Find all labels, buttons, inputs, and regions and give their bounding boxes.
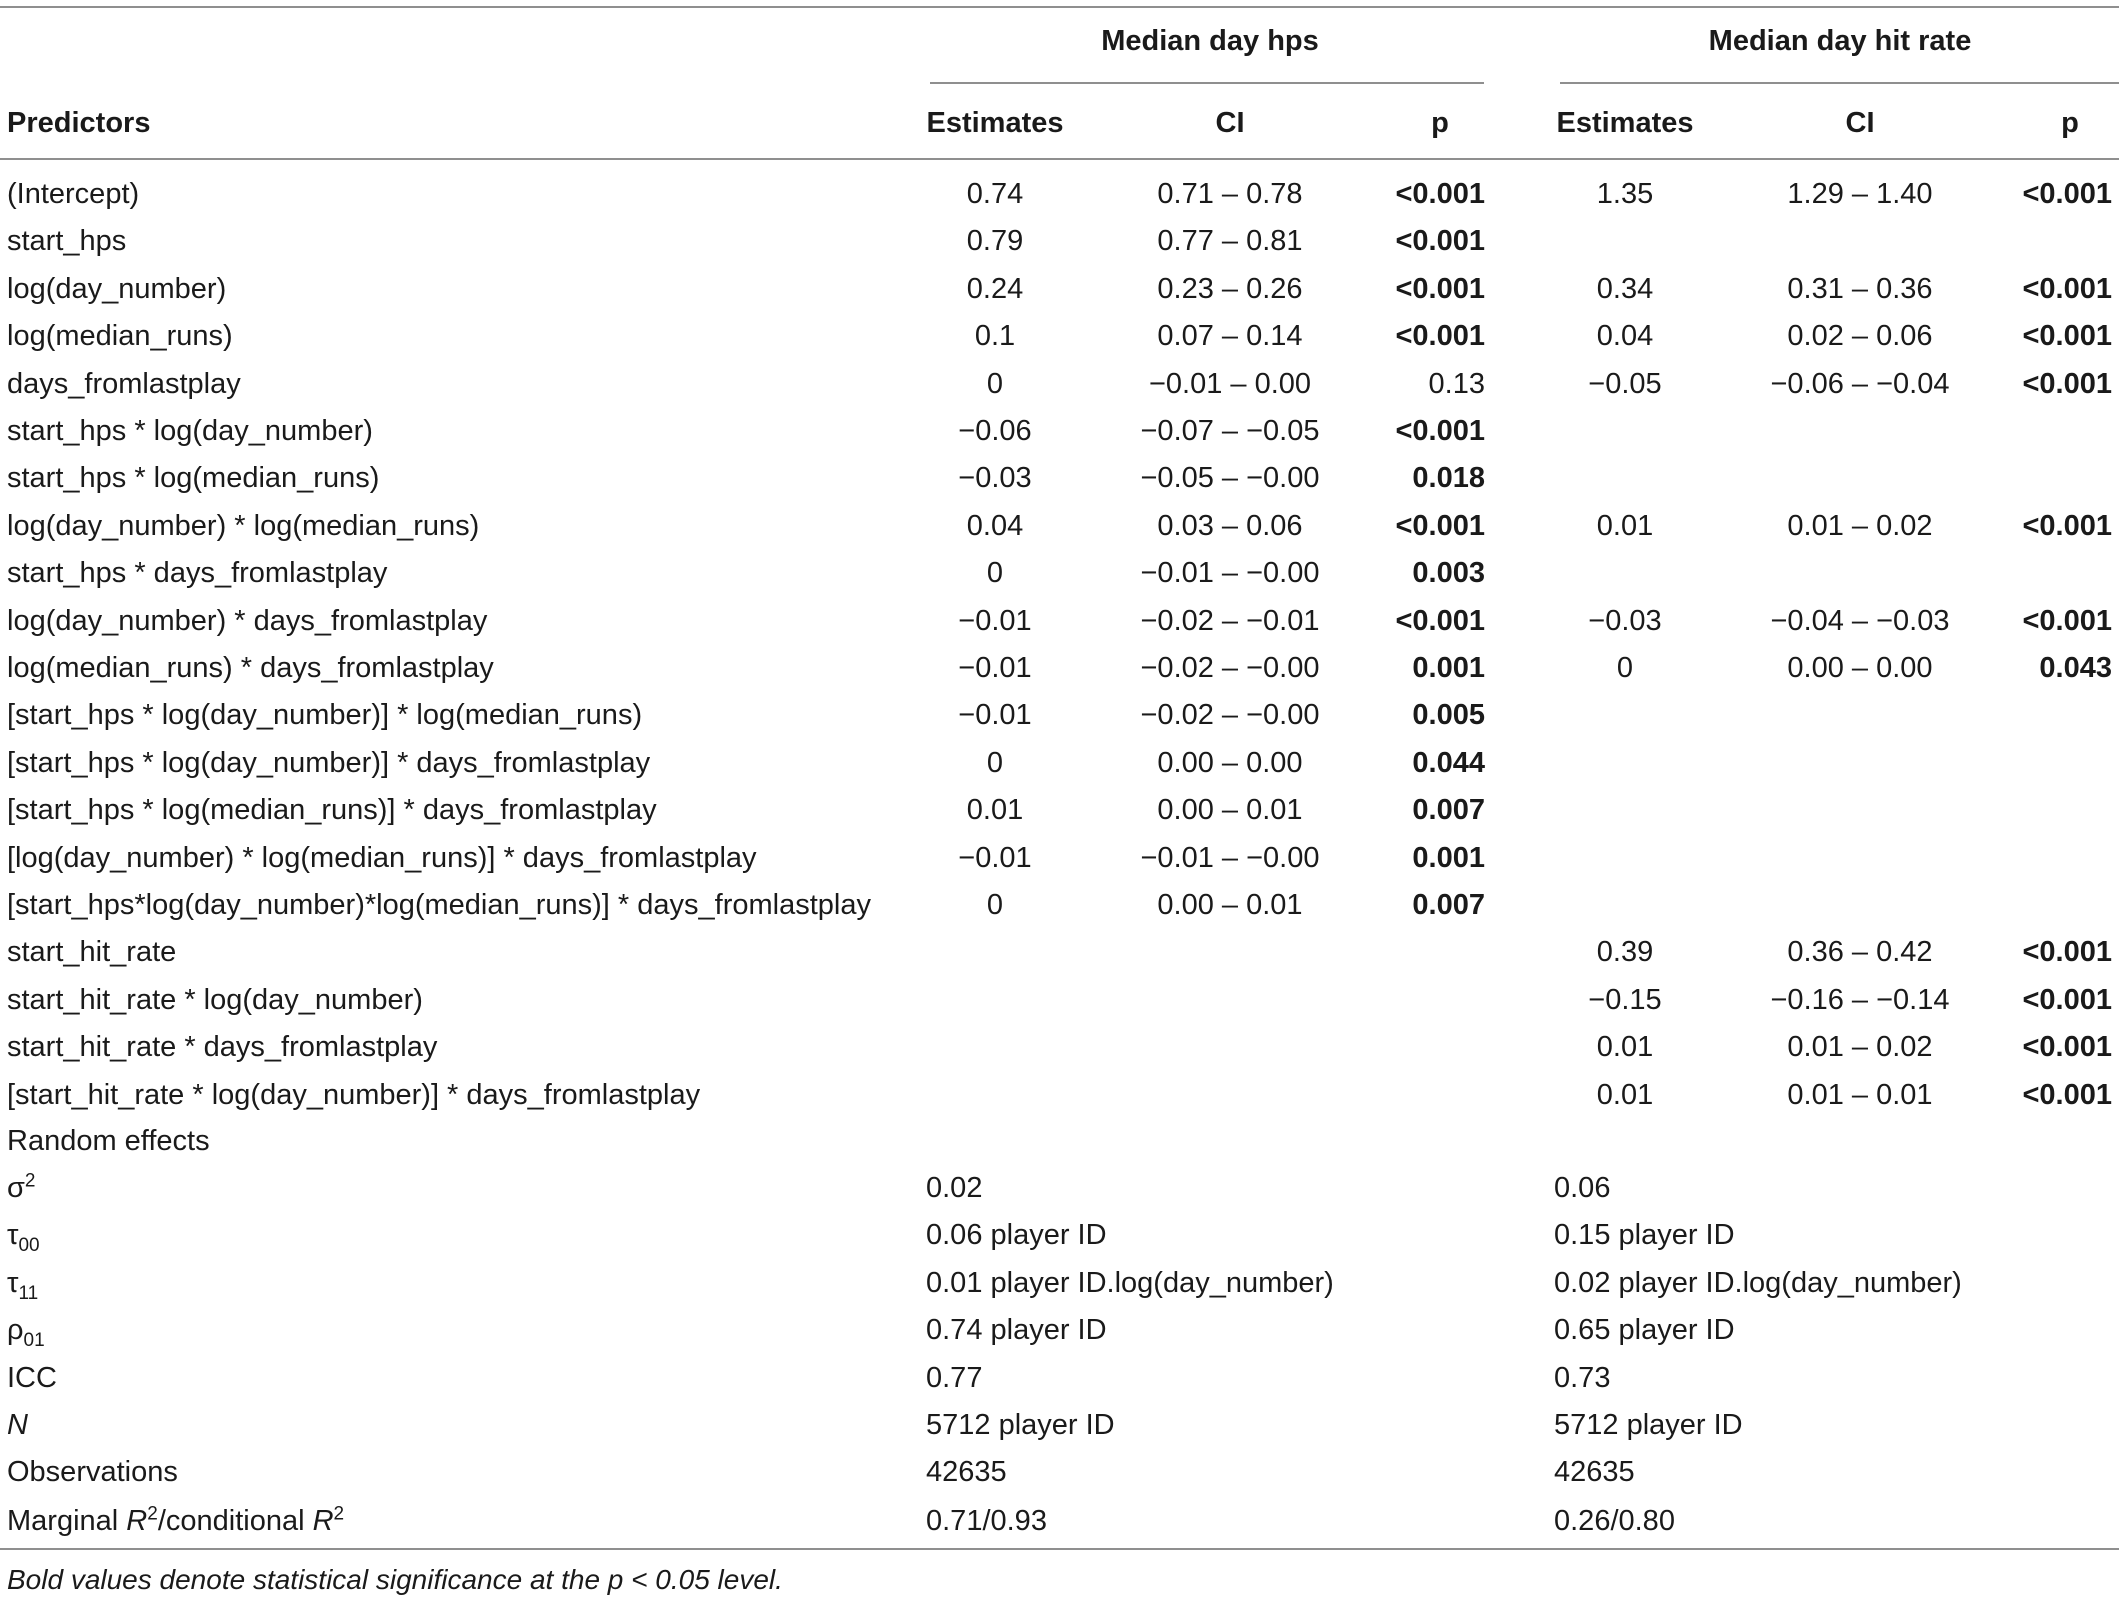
- r2-label-part1: Marginal: [7, 1505, 127, 1537]
- p-hps: <0.001: [1395, 273, 1485, 305]
- r2-value-hps: 0.71/0.93: [926, 1505, 1047, 1537]
- ci-hit-rate: 0.31 – 0.36: [1787, 273, 1933, 305]
- random-effect-label: [7, 1408, 28, 1442]
- predictor-label: [log(day_number) * log(median_runs)] * days_fromlastplay: [7, 842, 757, 874]
- estimate-hit-rate: 0.01: [1596, 1031, 1654, 1063]
- col-header-p-hps: p: [1431, 107, 1449, 139]
- r2-value-hit-rate: 0.26/0.80: [1554, 1505, 1675, 1537]
- ci-hit-rate: −0.06 – −0.04: [1770, 368, 1950, 400]
- p-hps: 0.13: [1428, 368, 1485, 400]
- random-effect-subscript: 01: [23, 1329, 45, 1351]
- group-header-hps: Median day hps: [1101, 25, 1319, 57]
- p-hit-rate: <0.001: [2022, 368, 2112, 400]
- estimate-hps: 0: [986, 368, 1004, 400]
- p-hit-rate: <0.001: [2022, 320, 2112, 352]
- p-hps: <0.001: [1395, 415, 1485, 447]
- ci-hit-rate: 0.01 – 0.01: [1787, 1079, 1933, 1111]
- p-hps: <0.001: [1395, 225, 1485, 257]
- ci-hit-rate: 0.00 – 0.00: [1787, 652, 1933, 684]
- estimate-hps: −0.01: [958, 605, 1032, 637]
- predictor-label: [start_hps * log(day_number)] * log(median_runs): [7, 699, 643, 731]
- random-effect-label: [7, 1266, 39, 1304]
- estimate-hps: 0.01: [966, 794, 1024, 826]
- random-effect-value-hps: 0.01 player ID.log(day_number): [926, 1267, 1334, 1299]
- r2-label-sup-conditional: 2: [333, 1503, 345, 1525]
- ci-hit-rate: 0.01 – 0.02: [1787, 1031, 1933, 1063]
- p-hps: 0.003: [1412, 557, 1485, 589]
- ci-hit-rate: −0.16 – −0.14: [1770, 984, 1950, 1016]
- random-effect-value-hps: 5712 player ID: [926, 1409, 1115, 1441]
- predictor-label: log(median_runs) * days_fromlastplay: [7, 652, 494, 684]
- random-effect-symbol: σ: [7, 1172, 25, 1204]
- estimate-hps: 0.1: [974, 320, 1016, 352]
- p-hps: <0.001: [1395, 605, 1485, 637]
- col-header-p-hit-rate: p: [2061, 107, 2079, 139]
- predictor-label: start_hps: [7, 225, 127, 257]
- r2-label-r-marginal: R: [126, 1505, 148, 1537]
- ci-hps: −0.01 – −0.00: [1140, 842, 1320, 874]
- estimate-hps: 0.24: [966, 273, 1024, 305]
- p-hps: 0.001: [1412, 842, 1485, 874]
- ci-hps: −0.02 – −0.00: [1140, 652, 1320, 684]
- predictor-label: start_hit_rate * days_fromlastplay: [7, 1031, 438, 1063]
- random-effect-subscript: 00: [18, 1234, 40, 1256]
- r2-label-part2: /conditional: [157, 1505, 313, 1537]
- p-hps: 0.018: [1412, 462, 1485, 494]
- col-header-estimates-hit-rate: Estimates: [1556, 107, 1694, 139]
- p-hps: 0.007: [1412, 794, 1485, 826]
- ci-hit-rate: 0.02 – 0.06: [1787, 320, 1933, 352]
- random-effects-label: Random effects: [7, 1125, 210, 1157]
- estimate-hps: −0.01: [958, 699, 1032, 731]
- estimate-hps: 0: [986, 889, 1004, 921]
- ci-hps: −0.01 – −0.00: [1140, 557, 1320, 589]
- random-effect-symbol: N: [7, 1409, 28, 1441]
- r2-label-sup-marginal: 2: [147, 1503, 158, 1525]
- estimate-hps: −0.01: [958, 842, 1032, 874]
- ci-hps: −0.02 – −0.01: [1140, 605, 1320, 637]
- random-effect-symbol: Observations: [7, 1456, 178, 1488]
- estimate-hps: 0: [986, 747, 1004, 779]
- estimate-hit-rate: 0.34: [1596, 273, 1654, 305]
- ci-hit-rate: 0.01 – 0.02: [1787, 510, 1933, 542]
- col-header-ci-hit-rate: CI: [1845, 107, 1875, 139]
- predictor-label: [start_hps * log(day_number)] * days_fromlastplay: [7, 747, 651, 779]
- estimate-hps: −0.06: [958, 415, 1032, 447]
- p-hps: 0.044: [1412, 747, 1485, 779]
- group-header-hit-rate: Median day hit rate: [1708, 25, 1972, 57]
- estimate-hit-rate: 0.04: [1596, 320, 1654, 352]
- ci-hit-rate: −0.04 – −0.03: [1770, 605, 1950, 637]
- random-effect-subscript: 11: [18, 1282, 39, 1304]
- estimate-hit-rate: −0.15: [1588, 984, 1662, 1016]
- random-effect-value-hps: 0.06 player ID: [926, 1219, 1107, 1251]
- estimate-hit-rate: −0.03: [1588, 605, 1662, 637]
- predictor-label: log(median_runs): [7, 320, 233, 352]
- group-rule-hps: [930, 82, 1484, 84]
- random-effect-value-hps: 42635: [926, 1456, 1007, 1488]
- random-effect-symbol: τ: [7, 1219, 19, 1251]
- ci-hps: 0.00 – 0.01: [1157, 794, 1303, 826]
- estimate-hps: 0.04: [966, 510, 1024, 542]
- col-header-ci-hps: CI: [1215, 107, 1245, 139]
- group-rule-hit-rate: [1560, 82, 2119, 84]
- random-effect-label: [7, 1218, 40, 1256]
- ci-hps: 0.77 – 0.81: [1157, 225, 1303, 257]
- estimate-hit-rate: 0.01: [1596, 510, 1654, 542]
- ci-hps: 0.71 – 0.78: [1157, 178, 1303, 210]
- estimate-hit-rate: −0.05: [1588, 368, 1662, 400]
- p-hps: 0.001: [1412, 652, 1485, 684]
- random-effect-value-hit-rate: 0.15 player ID: [1554, 1219, 1735, 1251]
- random-effect-value-hit-rate: 0.02 player ID.log(day_number): [1554, 1267, 1962, 1299]
- predictor-label: log(day_number) * days_fromlastplay: [7, 605, 488, 637]
- random-effect-label: [7, 1171, 35, 1205]
- p-hps: 0.007: [1412, 889, 1485, 921]
- predictor-label: [start_hps * log(median_runs)] * days_fromlastplay: [7, 794, 657, 826]
- p-hit-rate: <0.001: [2022, 1079, 2112, 1111]
- ci-hit-rate: 1.29 – 1.40: [1787, 178, 1933, 210]
- p-hit-rate: <0.001: [2022, 510, 2112, 542]
- footnote: Bold values denote statistical significance at the p < 0.05 level.: [7, 1564, 783, 1595]
- p-hit-rate: <0.001: [2022, 605, 2112, 637]
- random-effect-value-hit-rate: 0.73: [1554, 1362, 1611, 1394]
- estimate-hit-rate: 0: [1616, 652, 1634, 684]
- ci-hps: −0.05 – −0.00: [1140, 462, 1320, 494]
- p-hit-rate: <0.001: [2022, 273, 2112, 305]
- ci-hps: 0.00 – 0.01: [1157, 889, 1303, 921]
- predictor-label: start_hit_rate: [7, 936, 177, 968]
- estimate-hps: 0.79: [966, 225, 1024, 257]
- random-effect-label: [7, 1455, 178, 1489]
- p-hps: 0.005: [1412, 699, 1485, 731]
- random-effect-value-hit-rate: 42635: [1554, 1456, 1635, 1488]
- r2-label: [7, 1504, 344, 1538]
- ci-hps: −0.07 – −0.05: [1140, 415, 1320, 447]
- predictor-label: start_hps * days_fromlastplay: [7, 557, 388, 589]
- header-rule: [0, 158, 2119, 160]
- estimate-hit-rate: 1.35: [1596, 178, 1654, 210]
- ci-hps: 0.23 – 0.26: [1157, 273, 1303, 305]
- random-effect-symbol: τ: [7, 1267, 19, 1299]
- random-effect-value-hit-rate: 5712 player ID: [1554, 1409, 1743, 1441]
- bottom-rule: [0, 1548, 2119, 1550]
- predictor-label: (Intercept): [7, 178, 140, 210]
- random-effect-value-hit-rate: 0.06: [1554, 1172, 1611, 1204]
- col-header-predictors: Predictors: [7, 107, 151, 139]
- estimate-hps: −0.01: [958, 652, 1032, 684]
- random-effect-symbol: ρ: [7, 1314, 24, 1346]
- random-effect-value-hps: 0.74 player ID: [926, 1314, 1107, 1346]
- p-hps: <0.001: [1395, 178, 1485, 210]
- predictor-label: start_hps * log(median_runs): [7, 462, 380, 494]
- estimate-hps: 0: [986, 557, 1004, 589]
- p-hps: <0.001: [1395, 320, 1485, 352]
- p-hit-rate: <0.001: [2022, 984, 2112, 1016]
- random-effect-value-hit-rate: 0.65 player ID: [1554, 1314, 1735, 1346]
- predictor-label: log(day_number): [7, 273, 227, 305]
- col-header-estimates-hps: Estimates: [926, 107, 1064, 139]
- random-effect-label: [7, 1361, 57, 1395]
- predictor-label: days_fromlastplay: [7, 368, 241, 400]
- predictor-label: log(day_number) * log(median_runs): [7, 510, 480, 542]
- p-hit-rate: 0.043: [2039, 652, 2112, 684]
- p-hit-rate: <0.001: [2022, 1031, 2112, 1063]
- estimate-hps: −0.03: [958, 462, 1032, 494]
- ci-hps: −0.01 – 0.00: [1148, 368, 1312, 400]
- predictor-label: [start_hps*log(day_number)*log(median_runs)] * days_fromlastplay: [7, 889, 871, 921]
- predictor-label: start_hit_rate * log(day_number): [7, 984, 423, 1016]
- ci-hps: −0.02 – −0.00: [1140, 699, 1320, 731]
- predictor-label: start_hps * log(day_number): [7, 415, 373, 447]
- random-effect-label: [7, 1313, 45, 1351]
- p-hps: <0.001: [1395, 510, 1485, 542]
- r2-label-r-conditional: R: [312, 1505, 334, 1537]
- top-rule: [0, 6, 2119, 8]
- random-effect-value-hps: 0.02: [926, 1172, 983, 1204]
- random-effect-symbol: ICC: [7, 1362, 57, 1394]
- p-hit-rate: <0.001: [2022, 178, 2112, 210]
- random-effect-value-hps: 0.77: [926, 1362, 983, 1394]
- estimate-hit-rate: 0.01: [1596, 1079, 1654, 1111]
- ci-hps: 0.07 – 0.14: [1157, 320, 1303, 352]
- ci-hps: 0.00 – 0.00: [1157, 747, 1303, 779]
- estimate-hps: 0.74: [966, 178, 1024, 210]
- p-hit-rate: <0.001: [2022, 936, 2112, 968]
- ci-hit-rate: 0.36 – 0.42: [1787, 936, 1933, 968]
- random-effect-superscript: 2: [24, 1170, 36, 1192]
- predictor-label: [start_hit_rate * log(day_number)] * days_fromlastplay: [7, 1079, 701, 1111]
- estimate-hit-rate: 0.39: [1596, 936, 1654, 968]
- ci-hps: 0.03 – 0.06: [1157, 510, 1303, 542]
